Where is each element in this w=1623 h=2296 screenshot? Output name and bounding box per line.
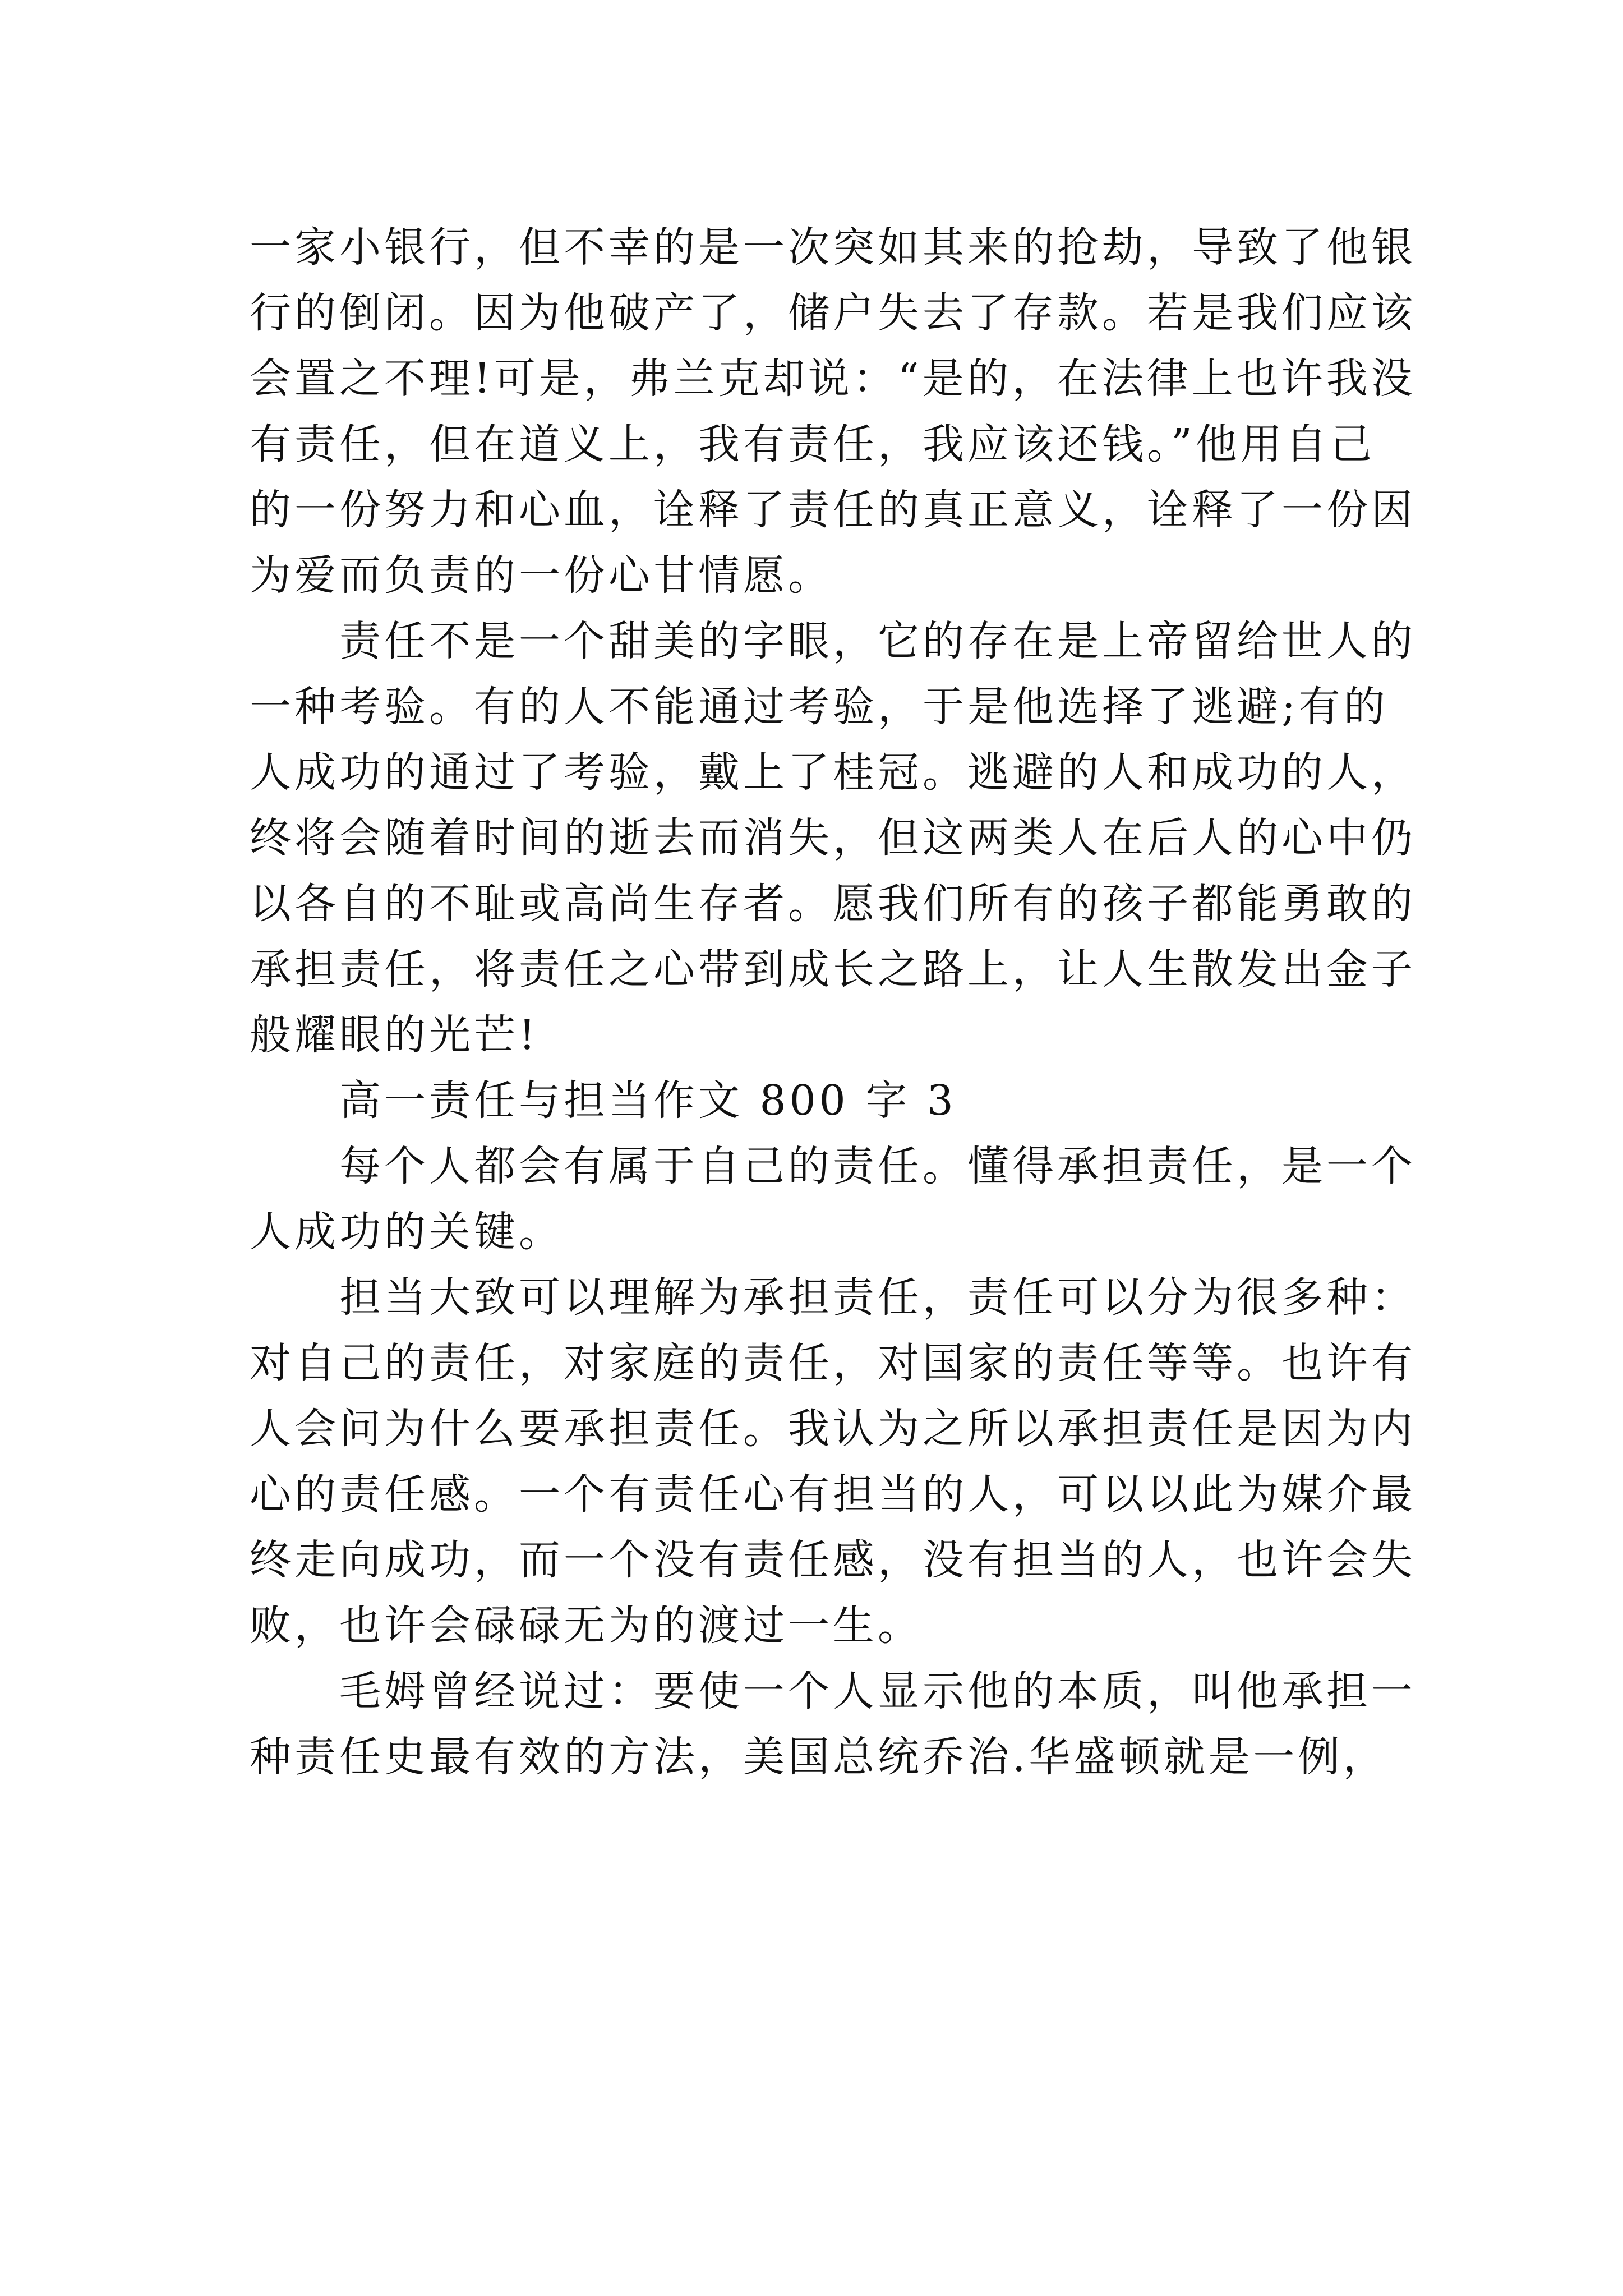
text-line: 对自己的责任，对家庭的责任，对国家的责任等等。也许有 <box>250 1339 1416 1387</box>
text-line: 会置之不理!可是，弗兰克却说：“是的，在法律上也许我没 <box>250 355 1416 403</box>
text-line: 承担责任，将责任之心带到成长之路上，让人生散发出金子 <box>250 945 1416 993</box>
text-line: 败，也许会碌碌无为的渡过一生。 <box>250 1602 923 1650</box>
text-line: 以各自的不耻或高尚生存者。愿我们所有的孩子都能勇敢的 <box>250 880 1416 928</box>
text-line: 责任不是一个甜美的字眼，它的存在是上帝留给世人的 <box>250 617 1416 665</box>
text-line: 一种考验。有的人不能通过考验，于是他选择了逃避;有的 <box>250 683 1389 731</box>
text-line: 为爱而负责的一份心甘情愿。 <box>250 551 833 600</box>
text-line: 般耀眼的光芒! <box>250 1011 539 1059</box>
text-line: 人成功的通过了考验，戴上了桂冠。逃避的人和成功的人， <box>250 748 1416 797</box>
text-line: 一家小银行，但不幸的是一次突如其来的抢劫，导致了他银 <box>250 223 1416 272</box>
text-line: 人会问为什么要承担责任。我认为之所以承担责任是因为内 <box>250 1405 1416 1453</box>
text-line: 担当大致可以理解为承担责任，责任可以分为很多种： <box>250 1273 1416 1322</box>
text-line: 的一份努力和心血，诠释了责任的真正意义，诠释了一份因 <box>250 486 1416 534</box>
text-line: 有责任，但在道义上，我有责任，我应该还钱。”他用自己 <box>250 420 1375 468</box>
text-line: 人成功的关键。 <box>250 1208 564 1256</box>
text-line: 行的倒闭。因为他破产了，储户失去了存款。若是我们应该 <box>250 289 1416 337</box>
essay-text <box>250 215 1416 1790</box>
text-line: 终将会随着时间的逝去而消失，但这两类人在后人的心中仍 <box>250 814 1416 862</box>
text-line: 每个人都会有属于自己的责任。懂得承担责任，是一个 <box>250 1142 1416 1190</box>
text-line: 毛姆曾经说过：要使一个人显示他的本质，叫他承担一 <box>250 1667 1416 1715</box>
text-line: 种责任史最有效的方法，美国总统乔治.华盛顿就是一例， <box>250 1733 1388 1781</box>
section-heading: 高一责任与担当作文 800 字 3 <box>250 1076 957 1125</box>
text-line: 终走向成功，而一个没有责任感，没有担当的人，也许会失 <box>250 1536 1416 1584</box>
text-line: 心的责任感。一个有责任心有担当的人，可以以此为媒介最 <box>250 1470 1416 1519</box>
